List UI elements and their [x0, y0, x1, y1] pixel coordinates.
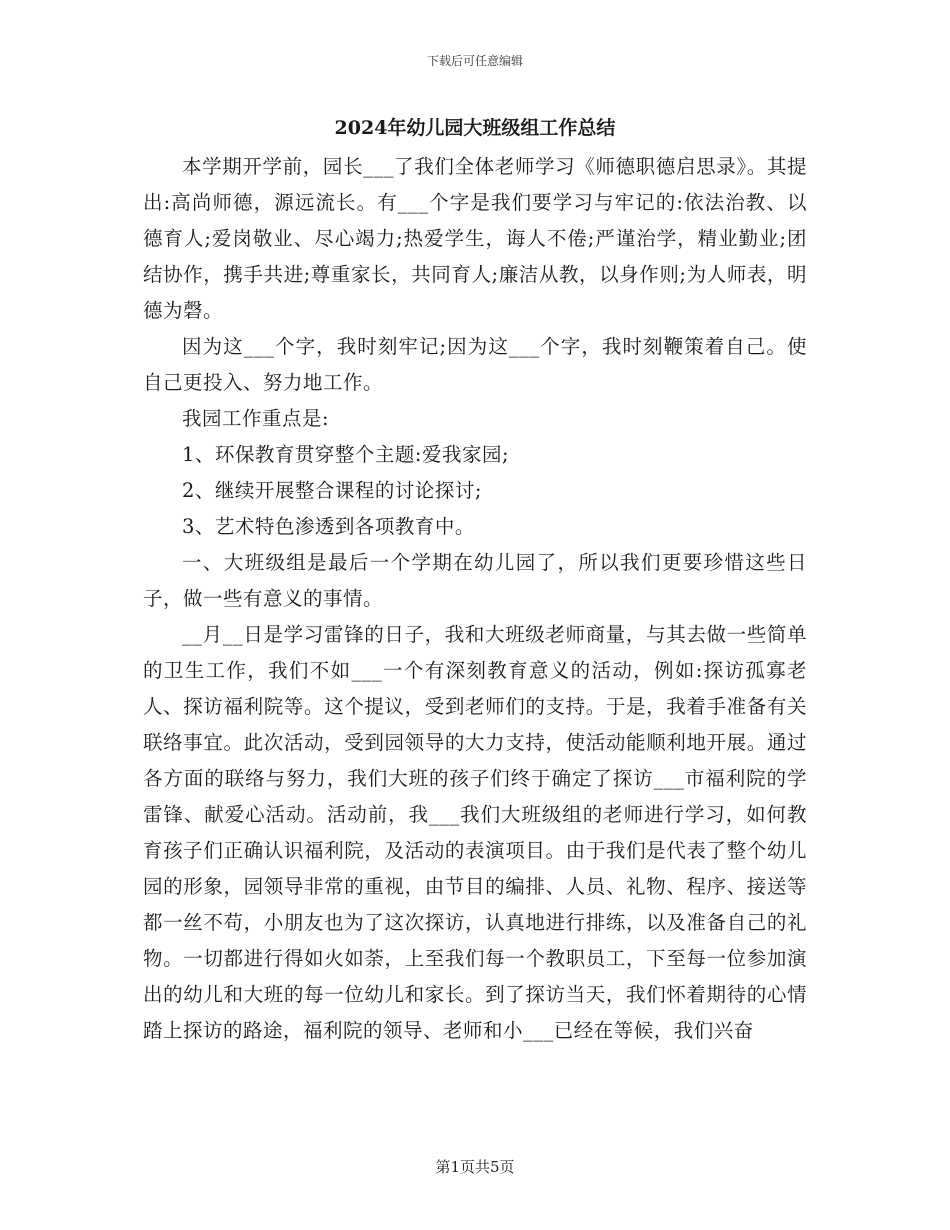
- paragraph-lei-feng-activity: __月__日是学习雷锋的日子，我和大班级老师商量，与其去做一些简单的卫生工作，我们不如___一个有深刻教育意义的活动，例如:探访孤寡老人、探访福利院等。这个提议，受到老师们的支持。于是，我着手准备有关联络事宜。此次活动，受到园领导的大力支持，使活动能顺利地开展。通过各方面的联络与努力，我们大班的孩子们终于确定了探访___市福利院的学雷锋、献爱心活动。活动前，我___我们大班级组的老师进行学习，如何教育孩子们正确认识福利院，及活动的表演项目。由于我们是代表了整个幼儿园的形象，园领导非常的重视，由节目的编排、人员、礼物、程序、接送等都一丝不苟，小朋友也为了这次探访，认真地进行排练，以及准备自己的礼物。一切都进行得如火如荼，上至我们每一个教职员工，下至每一位参加演出的幼儿和大班的每一位幼儿和家长。到了探访当天，我们怀着期待的心情踏上探访的路途，福利院的领导、老师和小___已经在等候，我们兴奋: [143, 623, 807, 1042]
- paragraph-section-one: 一、大班级组是最后一个学期在幼儿园了，所以我们更要珍惜这些日子，做一些有意义的事情。: [143, 551, 807, 610]
- paragraph-commitment: 因为这___个字，我时刻牢记;因为这___个字，我时刻鞭策着自己。使自己更投入、努力地工作。: [143, 335, 807, 394]
- list-item-focus-2: 2、继续开展整合课程的讨论探讨;: [182, 479, 482, 502]
- paragraph-intro: 本学期开学前，园长___了我们全体老师学习《师德职德启思录》。其提出:高尚师德，源远流长。有___个字是我们要学习与牢记的:依法治教、以德育人;爱岗敬业、尽心竭力;热爱学生，诲人不倦;严谨治学，精业勤业;团结协作，携手共进;尊重家长，共同育人;廉洁从教，以身作则;为人师表，明德为磬。: [143, 155, 807, 322]
- document-title: 2024年幼儿园大班级组工作总结: [334, 117, 616, 139]
- page-header-note: 下载后可任意编辑: [426, 54, 523, 68]
- page-number: 第1页共5页: [435, 1158, 515, 1176]
- list-item-focus-3: 3、艺术特色渗透到各项教育中。: [182, 515, 475, 538]
- paragraph-focus-heading: 我园工作重点是:: [182, 407, 330, 430]
- document-body: [143, 149, 807, 1049]
- list-item-focus-1: 1、环保教育贯穿整个主题:爱我家园;: [182, 443, 510, 466]
